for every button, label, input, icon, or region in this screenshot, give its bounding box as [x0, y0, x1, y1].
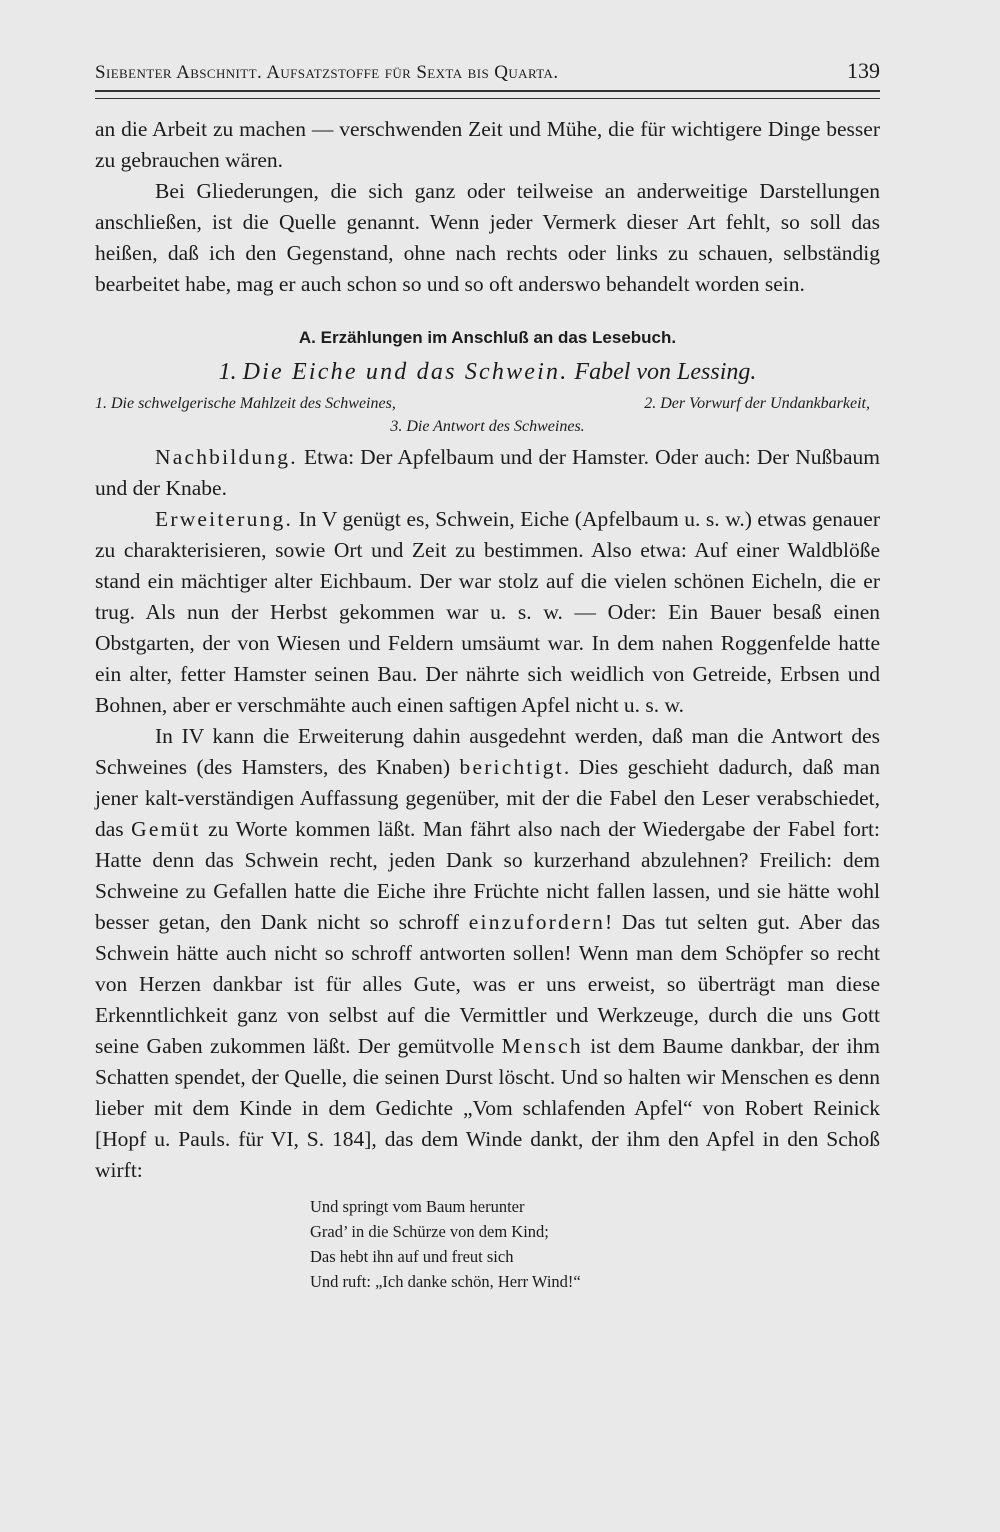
nachbildung-text: Etwa: Der Apfelbaum und der Hamster. Oder auch: Der Nußbaum und der Knabe. — [95, 445, 880, 500]
outline-item-1: 1. Die schwelgerische Mahlzeit des Schweines, — [95, 395, 396, 412]
fable-number: 1. — [218, 359, 237, 385]
emphasis-mensch: Mensch — [501, 1034, 583, 1058]
page-number: 139 — [847, 58, 880, 83]
erweiterung-paragraph — [95, 504, 880, 721]
erweiterung-text: In V genügt es, Schwein, Eiche (Apfelbaum u. s. w.) etwas genauer zu charakterisieren, sowie Ort und Zeit zu bestimmen. Also etwa: Auf einer Waldblöße stand ein mächtiger alter Eichbaum. Der war stolz auf die vielen schönen Eicheln, die er trug. Als nun der Herbst gekommen war u. s. w. — Oder: Ein Bauer besaß einen Obstgarten, der von Wiesen und Feldern umsäumt war. In dem nahen Roggenfelde hatte ein alter, fetter Hamster seinen Bau. Der nährte sich weidlich von Getreide, Erbsen und Bohnen, aber er verschmähte auch einen saftigen Apfel nicht u. s. w. — [95, 507, 880, 717]
nachbildung-term: Nachbildung. — [155, 445, 298, 469]
iv-text-5: ist dem Baume dankbar, der ihm Schatten spendet, der Quelle, die seinen Durst löscht. Und so halten wir Menschen es denn lieber mit dem Kinde in dem Gedichte „Vom schlafenden Apfel“ von Robert Reinick [Hopf u. Pauls. für VI, S. 184], das dem Winde dankt, der ihm den Apfel in den Schoß wirft: — [95, 1034, 880, 1182]
iv-text-4: ! Das tut selten gut. Aber das Schwein hätte auch nicht so schroff antworten sollen! Wenn man dem Schöpfer so recht von Herzen dankbar ist für alles Gute, was er uns erweist, so überträgt man diese Erkenntlichkeit ganz von selbst auf die Vermittler und Werkzeuge, durch die uns Gott seine Gaben zukommen läßt. Der gemütvolle — [95, 910, 880, 1058]
verse-line: Grad’ in die Schürze von dem Kind; — [310, 1222, 549, 1241]
running-title: Siebenter Abschnitt. Aufsatzstoffe für Sexta bis Quarta. — [95, 62, 559, 83]
section-heading: A. Erzählungen im Anschluß an das Lesebuch. — [298, 328, 677, 347]
fable-subtitle: Fabel von Lessing. — [574, 359, 757, 385]
fable-outline — [95, 392, 880, 438]
fable-heading — [95, 357, 880, 388]
iv-paragraph — [95, 721, 880, 1186]
intro-paragraph-1: an die Arbeit zu machen — verschwenden Zeit und Mühe, die für wichtigere Dinge besser zu gebrauchen wären. — [95, 117, 880, 172]
iv-text-3: zu Worte kommen läßt. Man fährt also nach der Wiedergabe der Fabel fort: Hatte denn das Schwein recht, jeden Dank so kurzerhand abzulehnen? Freilich: dem Schweine zu Gefallen hatte die Eiche ihre Früchte nicht fallen lassen, und sie hätte wohl besser getan, den Dank nicht so schroff — [95, 817, 880, 934]
iv-text-1: In IV kann die Erweiterung dahin ausgedehnt werden, daß man die Antwort des Schweines (des Hamsters, des Knaben) — [95, 724, 880, 779]
intro-paragraph-2: Bei Gliederungen, die sich ganz oder teilweise an anderweitige Darstellungen anschließen, ist die Quelle genannt. Wenn jeder Vermerk dieser Art fehlt, so soll das heißen, daß ich den Gegenstand, ohne nach rechts oder links zu schauen, selbständig bearbeitet habe, mag er auch schon so und so oft anderswo behandelt worden sein. — [95, 179, 880, 296]
fable-title: Die Eiche und das Schwein. — [242, 359, 569, 385]
verse-line: Und ruft: „Ich danke schön, Herr Wind!“ — [310, 1272, 581, 1291]
verse-line: Das hebt ihn auf und freut sich — [310, 1247, 514, 1266]
verse-line: Und springt vom Baum herunter — [310, 1197, 525, 1216]
emphasis-berichtigt: berichtigt — [459, 755, 564, 779]
header-rule — [95, 90, 880, 99]
erweiterung-term: Erweiterung. — [155, 507, 294, 531]
running-header — [95, 58, 880, 84]
nachbildung-paragraph — [95, 442, 880, 504]
outline-item-3: 3. Die Antwort des Schweines. — [390, 418, 585, 435]
poem-quote — [310, 1194, 880, 1294]
emphasis-gemuet: Gemüt — [131, 817, 201, 841]
emphasis-einzufordern: einzufordern — [468, 910, 606, 934]
iv-text-2: . Dies geschieht dadurch, daß man jener kalt-verständigen Auffassung gegenüber, mit der die Fabel den Leser verabschiedet, das — [95, 755, 881, 841]
main-text — [95, 114, 880, 1294]
outline-item-2: 2. Der Vorwurf der Undankbarkeit, — [644, 395, 870, 412]
